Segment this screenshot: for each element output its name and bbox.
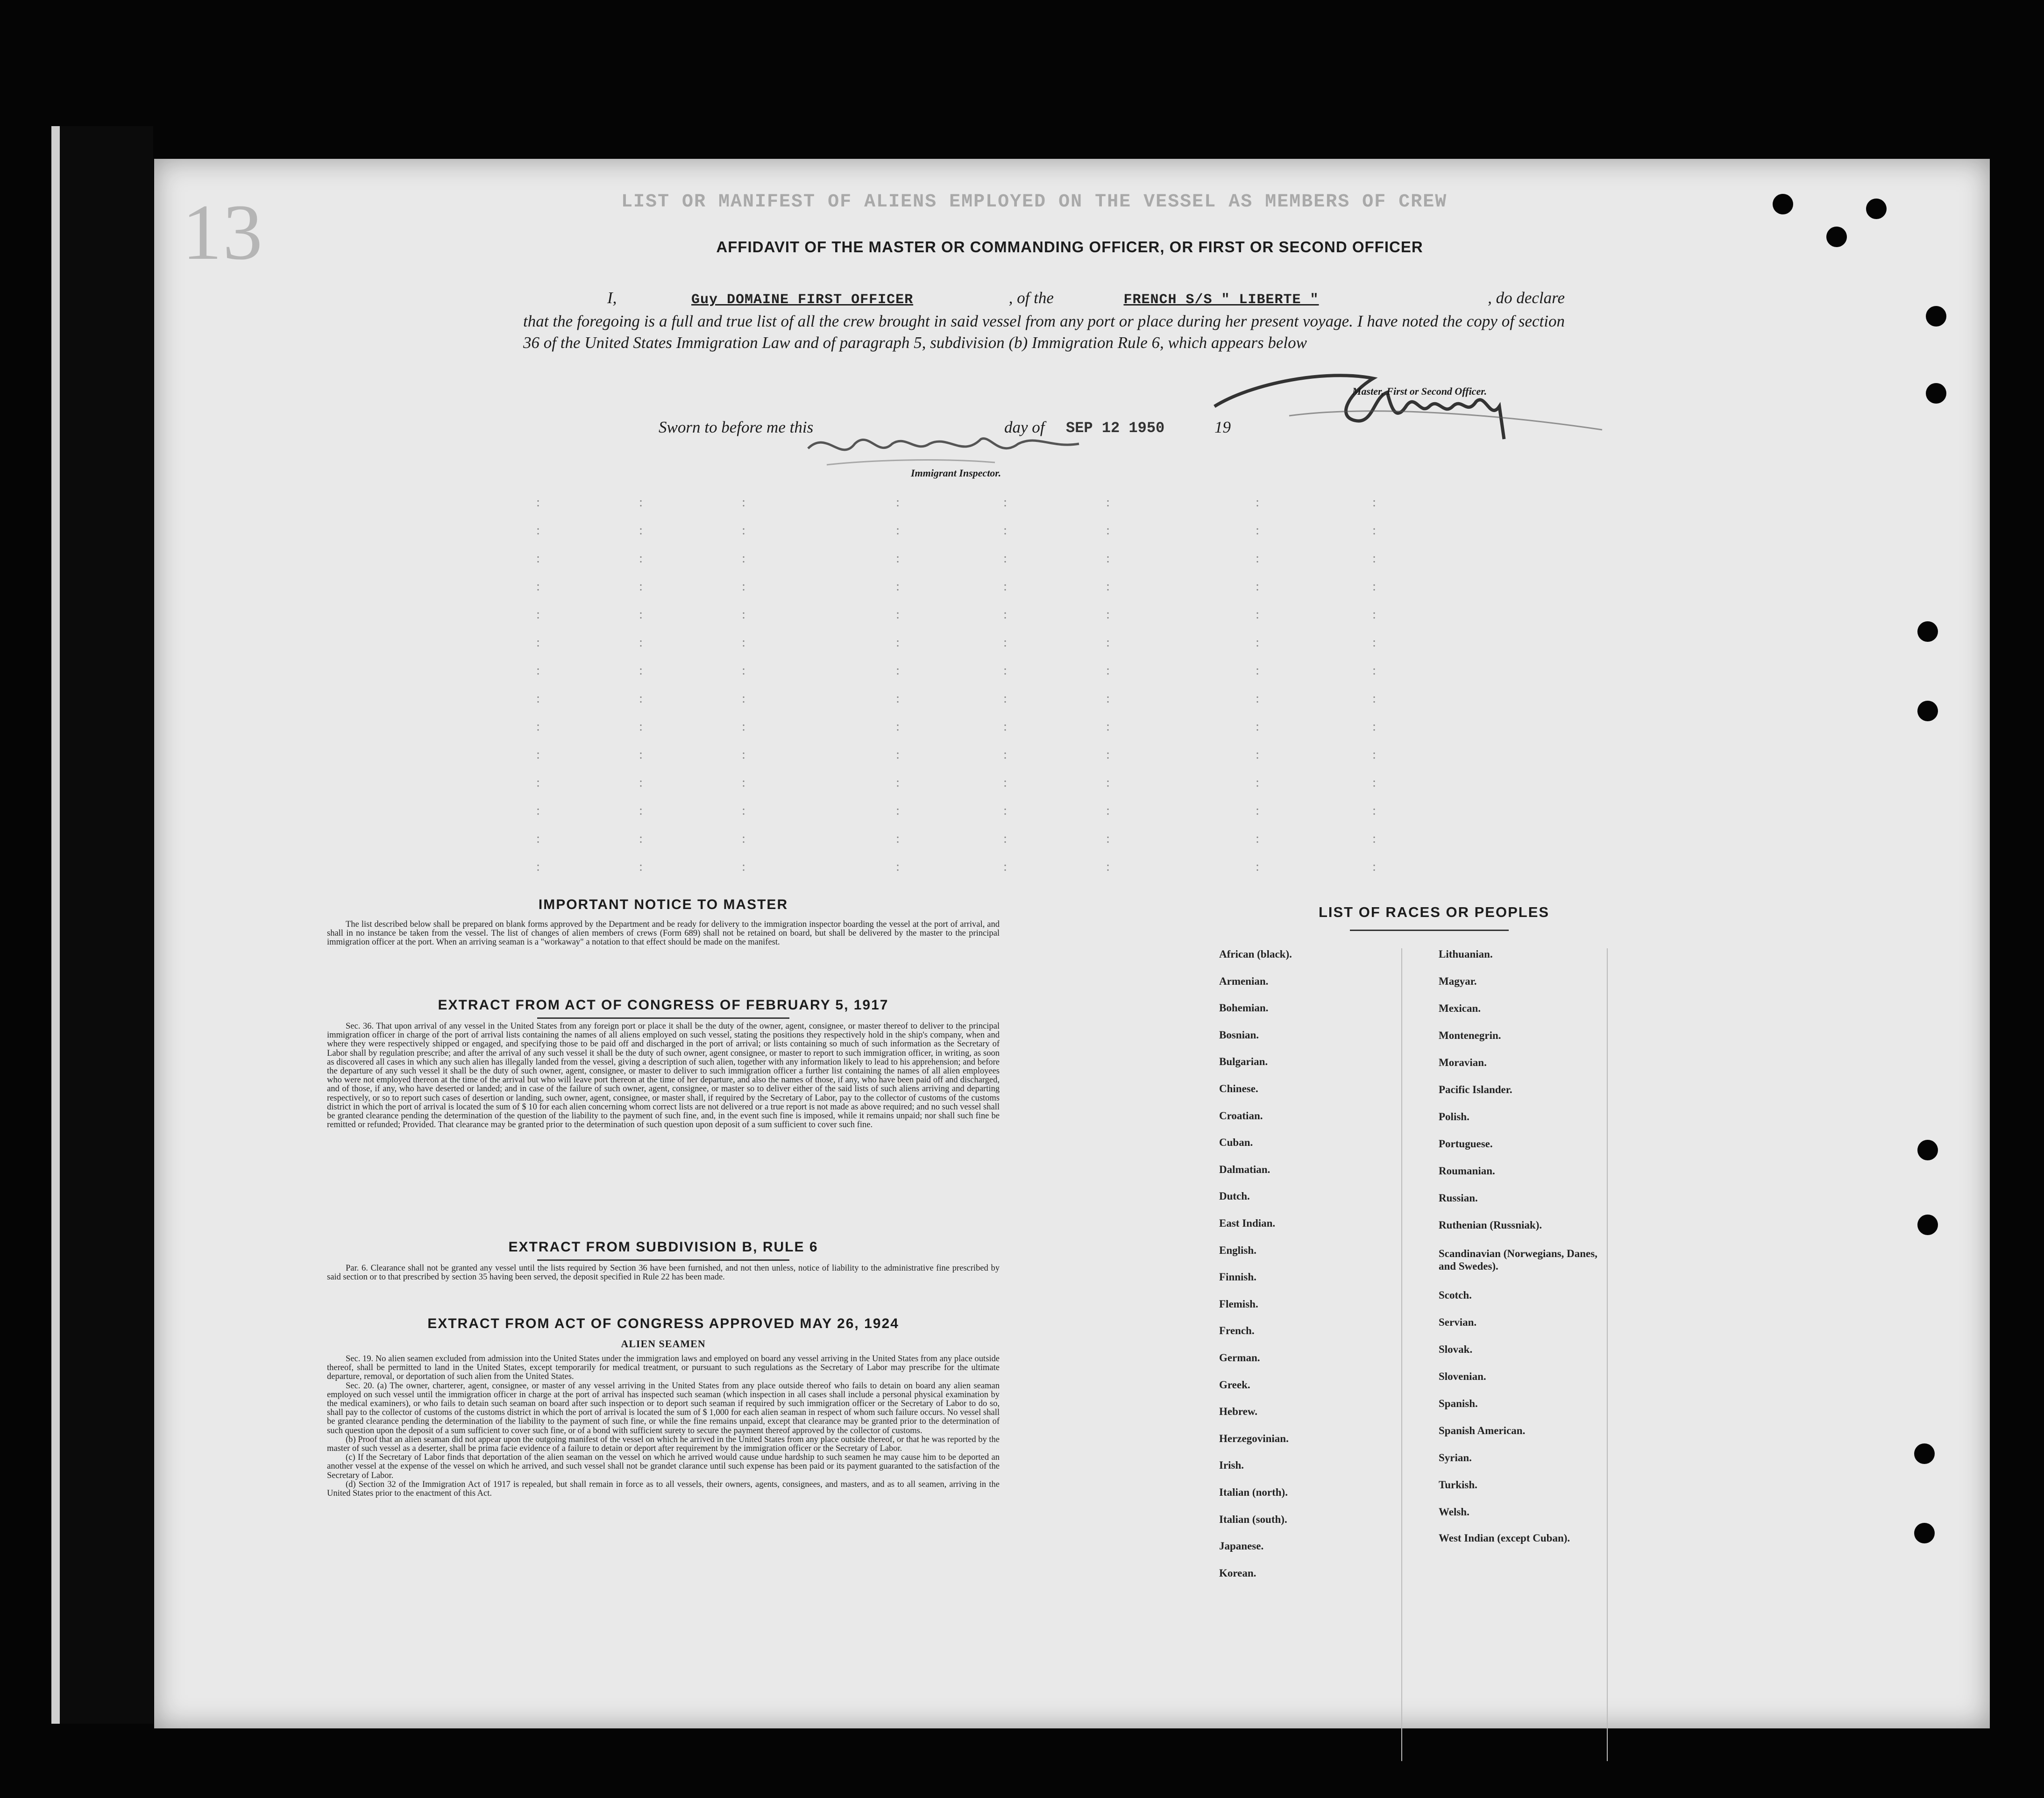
punch-hole xyxy=(1926,383,1946,404)
affidavit-of-the: , of the xyxy=(1008,289,1054,307)
affidavit-body xyxy=(523,287,1565,354)
extract-1924-title: EXTRACT FROM ACT OF CONGRESS APPROVED MAY 26, 1924 xyxy=(427,1316,899,1331)
race-item: Magyar. xyxy=(1439,975,1477,987)
officer-name: Guy DOMAINE FIRST OFFICER xyxy=(691,292,914,308)
race-item: Servian. xyxy=(1439,1316,1477,1328)
race-item: Scotch. xyxy=(1439,1289,1472,1301)
race-item: French. xyxy=(1219,1325,1255,1337)
punch-hole xyxy=(1914,1443,1935,1464)
race-item: Pacific Islander. xyxy=(1439,1084,1512,1095)
affidavit-text: that the foregoing is a full and true list of all the crew brought in said vessel from any port or place during her present voyage. I have noted the copy of section 36 of the United States Immigration Law and of paragraph 5, subdivision (b) Immigration Rule 6, which appears below xyxy=(523,312,1565,352)
extract-1917-title: EXTRACT FROM ACT OF CONGRESS OF FEBRUARY 5, 1917 xyxy=(438,997,889,1013)
punch-hole xyxy=(1926,306,1946,327)
film-edge-strip-inner xyxy=(60,126,153,1724)
race-item: Syrian. xyxy=(1439,1452,1472,1464)
form-dot-column: : : : : : : : : : : : : : : xyxy=(536,495,540,874)
race-item: Turkish. xyxy=(1439,1479,1477,1491)
header-bleed-text: LIST OR MANIFEST OF ALIENS EMPLOYED ON THE VESSEL AS MEMBERS OF CREW xyxy=(621,192,1448,213)
race-item: African (black). xyxy=(1219,948,1292,960)
race-item: Hebrew. xyxy=(1219,1406,1257,1418)
form-dot-column: : : : : : : : : : : : : : : xyxy=(639,495,643,874)
race-item: Spanish. xyxy=(1439,1398,1478,1409)
punch-hole xyxy=(1914,1523,1935,1543)
sec19-text: Sec. 19. No alien seamen excluded from admission into the United States under the immigration laws and employed on board any vessel arriving in the United States from any place outside thereof, shall be permitted to land in the United States, except temporarily for medical treatment, or pursuant to such regulations as the Secretary of Labor may prescribe for the ultimate departure, removal, or deportation of such alien from the United States. xyxy=(327,1354,1000,1382)
affidavit-do-declare: , do declare xyxy=(1488,289,1565,307)
form-dot-column: : : : : : : : : : : : : : : xyxy=(742,495,745,874)
officer-signature xyxy=(1196,350,1607,448)
divider-rule xyxy=(537,1017,789,1019)
race-item: Slovak. xyxy=(1439,1343,1473,1355)
race-item: Flemish. xyxy=(1219,1298,1258,1310)
race-item: Lithuanian. xyxy=(1439,948,1493,960)
race-item: Ruthenian (Russniak). xyxy=(1439,1219,1542,1231)
vessel-name: FRENCH S/S " LIBERTE " xyxy=(1123,292,1319,308)
race-item: Scandinavian (Norwegians, Danes, and Swedes). xyxy=(1439,1248,1597,1272)
race-item: Bulgarian. xyxy=(1219,1056,1268,1068)
race-item: Portuguese. xyxy=(1439,1138,1493,1150)
race-item: Italian (north). xyxy=(1219,1486,1288,1498)
race-item: Italian (south). xyxy=(1219,1513,1287,1525)
extract-1924-subtitle: ALIEN SEAMEN xyxy=(621,1338,706,1350)
column-divider xyxy=(1607,948,1608,1761)
race-item: Irish. xyxy=(1219,1459,1244,1471)
race-item: English. xyxy=(1219,1244,1256,1256)
officer-label: Master, First or Second Officer. xyxy=(1352,385,1487,397)
punch-hole xyxy=(1917,621,1938,642)
page-number: 13 xyxy=(182,188,263,276)
notice-title: IMPORTANT NOTICE TO MASTER xyxy=(538,897,788,912)
notice-text: The list described below shall be prepared on blank forms approved by the Department and be ready for delivery to the immigration inspector boarding the vessel at the port of arrival, and shall in no instance be taken from the vessel. The list of changes of alien members of crews (Form 689) shall not be retained on board, but shall be delivered by the master to the principal immigration officer at the port. When an arriving seaman is a "workaway" a notation to that effect should be made on the manifest. xyxy=(327,920,1000,947)
column-divider xyxy=(1401,948,1402,1761)
race-item: Montenegrin. xyxy=(1439,1030,1501,1041)
punch-hole xyxy=(1917,1140,1938,1160)
race-item: German. xyxy=(1219,1352,1260,1364)
race-item: Roumanian. xyxy=(1439,1165,1495,1177)
divider-rule xyxy=(537,1259,789,1261)
race-item: Bohemian. xyxy=(1219,1002,1269,1014)
race-item: East Indian. xyxy=(1219,1217,1276,1229)
race-item: Bosnian. xyxy=(1219,1029,1259,1041)
divider-rule xyxy=(1350,930,1509,931)
form-dot-column: : : : : : : : : : : : : : : xyxy=(1256,495,1259,874)
race-item: Slovenian. xyxy=(1439,1371,1486,1382)
day-of-label: day of xyxy=(1004,418,1045,436)
race-item: Herzegovinian. xyxy=(1219,1432,1289,1444)
race-item: Dalmatian. xyxy=(1219,1163,1270,1175)
sec20a-text: Sec. 20. (a) The owner, charterer, agent, consignee, or master of any vessel arriving in the United States from any place outside thereof who fails to detain on board any alien seaman employed on such vessel until the immigration officer in charge at the port of arrival has inspected such seaman (which inspection in all cases shall include a personal physical examination by the medical examiners), or who fails to detain such seaman on board after such inspection or to deport such seaman if required by such immigration officer or the Secretary of Labor to do so, shall pay to the collector of customs of the customs district in which the port of arrival is located the sum of $ 1,000 for each alien seaman in respect of whom such failure occurs. No vessel shall be granted clearance pending the determination of the liability to the payment of such fine, or while the fine remains unpaid, except that clearance may be granted prior to the determination of such question upon the deposit of a sum sufficient to cover such fine, or of a bond with sufficient surety to secure the payment thereof approved by the collector of customs. xyxy=(327,1381,1000,1436)
race-item: Korean. xyxy=(1219,1567,1256,1579)
form-dot-column: : : : : : : : : : : : : : : xyxy=(896,495,900,874)
inspector-signature xyxy=(799,420,1102,472)
inspector-label: Immigrant Inspector. xyxy=(911,467,1001,479)
affidavit-title: AFFIDAVIT OF THE MASTER OR COMMANDING OFFICER, OR FIRST OR SECOND OFFICER xyxy=(716,238,1423,256)
race-item: Armenian. xyxy=(1219,975,1269,987)
manifest-page xyxy=(154,159,1990,1728)
sec20d-text: (d) Section 32 of the Immigration Act of 1917 is repealed, but shall remain in force as to all vessels, their owners, agents, consignees, and masters, and as to all seamen, arriving in the United States prior to the enactment of this Act. xyxy=(327,1479,1000,1499)
race-item: Croatian. xyxy=(1219,1109,1263,1122)
race-item: Spanish American. xyxy=(1439,1425,1526,1436)
affidavit-first-line xyxy=(523,287,1565,311)
form-dot-column: : : : : : : : : : : : : : : xyxy=(1372,495,1376,874)
form-dot-column: : : : : : : : : : : : : : : xyxy=(1106,495,1110,874)
extract-1924-block xyxy=(327,1355,1000,1498)
date-stamp: SEP 12 1950 xyxy=(1066,419,1165,437)
race-item: Mexican. xyxy=(1439,1002,1481,1014)
races-title: LIST OF RACES OR PEOPLES xyxy=(1318,904,1550,920)
punch-hole xyxy=(1917,1215,1938,1235)
race-item: Finnish. xyxy=(1219,1271,1256,1283)
extract-rule6-title: EXTRACT FROM SUBDIVISION B, RULE 6 xyxy=(508,1239,818,1255)
extract-1917-text: Sec. 36. That upon arrival of any vessel in the United States from any foreign port or place it shall be the duty of the owner, agent, consignee, or master thereof to deliver to the principal immigration officer in charge of the port of arrival lists containing the names of all aliens employed on such vessel, stating the positions they respectively hold in the ship's company, when and where they were respectively shipped or engaged, and specifying those to be paid off and discharged in the port of arrival; or lists containing so much of such information as the Secretary of Labor shall by regulation prescribe; and after the arrival of any such vessel it shall be the duty of such owner, agent consignee, or master to report to such immigration officer, in writing, as soon as discovered all cases in which any such alien has illegally landed from the vessel, giving a description of such alien, together with any information likely to lead to his apprehension; and before the departure of any such vessel it shall be the duty of such owner, agent, consignee, or master to deliver to such immigration officer a further list containing the names of all alien employees who were not employed thereon at the time of the arrival but who will leave port thereon at the time of her departure, and also the names of those, if any, who have been paid off and discharged, and of those, if any, who have deserted or landed; and in case of the failure of such owner, agent, consignee, or master so to deliver either of the said lists of such aliens arriving and departing respectively, or so to report such cases of desertion or landing, such owner, agent, consignee, or master shall, if required by the Secretary of Labor, pay to the collector of customs of the customs district in which the port of arrival is located the sum of $ 10 for each alien concerning whom correct lists are not delivered or a true report is not made as above required; and no such vessel shall be granted clearance pending the determination of the question of the liability to the payment of such fine, and, in the event such fine is imposed, while it remains unpaid; nor shall such fine be remitted or refunded; Provided. That clearance may be granted prior to the determination of such question upon deposit of a sum sufficient to cover such fine. xyxy=(327,1022,1000,1130)
sec20c-text: (c) If the Secretary of Labor finds that deportation of the alien seaman on the vessel on which he arrived would cause undue hardship to such seamen he may cause him to be deported an another vessel at the expense of the vessel on which he arrived, and such vessel shall not be grandet clarance until such expense has been paid or its payment guaranted to the satisfaction of the Secretary of Labor. xyxy=(327,1453,1000,1480)
race-item: Polish. xyxy=(1439,1111,1469,1123)
race-item: Moravian. xyxy=(1439,1057,1487,1068)
sworn-label: Sworn to before me this xyxy=(659,418,814,436)
race-item: Greek. xyxy=(1219,1379,1250,1391)
race-item: Welsh. xyxy=(1439,1506,1469,1518)
punch-hole xyxy=(1917,701,1938,721)
race-item: Cuban. xyxy=(1219,1137,1253,1149)
race-item: Dutch. xyxy=(1219,1190,1250,1202)
extract-rule6-text: Par. 6. Clearance shall not be granted any vessel until the lists required by Section 36 have been furnished, and not then unless, notice of liability to the administrative fine prescribed by said section or to that prescribed by section 35 having been served, the deposit specified in Rule 22 has been made. xyxy=(327,1264,1000,1282)
race-item: West Indian (except Cuban). xyxy=(1439,1532,1570,1544)
year-label: 19 xyxy=(1214,418,1231,436)
sec20b-text: (b) Proof that an alien seaman did not appear upon the outgoing manifest of the vessel on which he arrived in the United States from any place outside thereof, or that he was reported by the master of such vessel as a deserter, shall be prima facie evidence of a failure to detain or deport after requirement by the immigration officer or the Secretary of Labor. xyxy=(327,1435,1000,1454)
punch-hole xyxy=(1866,199,1887,219)
form-dot-column: : : : : : : : : : : : : : : xyxy=(1003,495,1007,874)
film-edge-strip xyxy=(51,126,60,1724)
punch-hole xyxy=(1826,227,1847,247)
race-item: Russian. xyxy=(1439,1192,1478,1204)
affidavit-i: I, xyxy=(607,289,617,307)
punch-hole xyxy=(1773,194,1793,214)
race-item: Chinese. xyxy=(1219,1083,1258,1094)
race-item: Japanese. xyxy=(1219,1540,1264,1552)
